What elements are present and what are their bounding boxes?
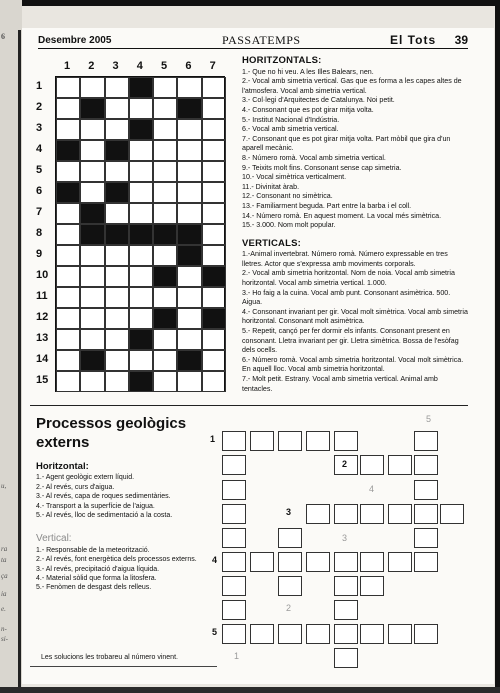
puzzle2-cell[interactable]: [250, 552, 274, 572]
puzzle2-across-number: 2: [342, 459, 348, 469]
crossword-cell[interactable]: [177, 203, 201, 224]
crossword-cell[interactable]: [105, 203, 129, 224]
crossword-cell[interactable]: [129, 266, 153, 287]
puzzle2-vertical-clue: 1.- Responsable de la meteorització.: [36, 546, 150, 554]
crossword-cell[interactable]: [153, 98, 177, 119]
crossword-cell[interactable]: [80, 140, 104, 161]
puzzle2-cell[interactable]: [360, 455, 384, 475]
crossword-cell[interactable]: [80, 287, 104, 308]
puzzle2-cell[interactable]: [250, 624, 274, 644]
previous-page-strip: [0, 0, 22, 693]
crossword-cell[interactable]: [80, 245, 104, 266]
margin-fragment: 6: [1, 32, 5, 41]
crossword-cell[interactable]: [177, 266, 201, 287]
horizontal-clue: 13.- Familiarment beguda. Part entre la barba i el coll.: [242, 201, 412, 210]
puzzle2-vertical-clue: 2.- Al revés, font energètica dels processos externs.: [36, 556, 197, 564]
row-number: 7: [36, 206, 43, 218]
crossword-cell[interactable]: [177, 182, 201, 203]
crossword-cell[interactable]: [56, 245, 80, 266]
column-number: 2: [88, 60, 95, 72]
row-number: 13: [36, 332, 49, 344]
crossword-cell[interactable]: [105, 329, 129, 350]
puzzle2-horizontal-clue: 1.- Agent geològic extern líquid.: [36, 474, 135, 482]
row-number: 5: [36, 164, 43, 176]
puzzle2-cell[interactable]: [388, 455, 412, 475]
margin-fragment: n-: [1, 625, 7, 633]
puzzle2-cell[interactable]: [222, 576, 246, 596]
crossword-cell[interactable]: [56, 119, 80, 140]
crossword-cell[interactable]: [153, 329, 177, 350]
puzzle2-cell[interactable]: [306, 431, 330, 451]
puzzle2-cell[interactable]: [414, 624, 438, 644]
crossword-black-cell: [105, 224, 129, 245]
puzzle2-cell[interactable]: [222, 600, 246, 620]
puzzle2-cell[interactable]: [334, 552, 358, 572]
puzzle2-cell[interactable]: [360, 624, 384, 644]
puzzle2-cell[interactable]: [222, 480, 246, 500]
crossword-cell[interactable]: [105, 77, 129, 98]
puzzle2-cell[interactable]: [278, 552, 302, 572]
puzzle2-cell[interactable]: [388, 552, 412, 572]
crossword-black-cell: [177, 245, 201, 266]
puzzle2-vertical-clue: 4.- Material sòlid que forma la litosfera.: [36, 575, 157, 583]
crossword-black-cell: [56, 182, 80, 203]
puzzle2-vertical-clue: 5.- Fenòmen de desgast dels relleus.: [36, 584, 152, 592]
crossword-cell[interactable]: [129, 287, 153, 308]
puzzle2-cell[interactable]: [222, 624, 246, 644]
crossword-cell[interactable]: [56, 161, 80, 182]
crossword-cell[interactable]: [129, 245, 153, 266]
section-title: PASSATEMPS: [222, 33, 301, 47]
puzzle2-horizontal-clue: 2.- Al revés, curs d'aigua.: [36, 483, 115, 491]
crossword-black-cell: [177, 224, 201, 245]
crossword-cell[interactable]: [56, 371, 80, 392]
crossword-cell[interactable]: [105, 308, 129, 329]
crossword-cell[interactable]: [129, 161, 153, 182]
crossword-black-cell: [177, 350, 201, 371]
crossword-cell[interactable]: [56, 329, 80, 350]
puzzle2-cell[interactable]: [414, 431, 438, 451]
puzzle2-cell[interactable]: [388, 504, 412, 524]
crossword-cell[interactable]: [80, 161, 104, 182]
crossword-cell[interactable]: [80, 77, 104, 98]
publication-name: El Tots: [390, 33, 437, 47]
puzzle2-cell[interactable]: [278, 431, 302, 451]
puzzle2-cell[interactable]: [278, 576, 302, 596]
crossword-cell[interactable]: [105, 350, 129, 371]
horizontal-clue: 10.- Vocal simètrica verticalment.: [242, 173, 347, 182]
scan-right-edge: [495, 0, 500, 693]
crossword-black-cell: [80, 203, 104, 224]
puzzle2-cell[interactable]: [306, 624, 330, 644]
row-number: 15: [36, 374, 49, 386]
puzzle2-across-number: 1: [210, 434, 216, 444]
puzzle2-vertical-list: [36, 546, 216, 593]
row-number: 4: [36, 143, 43, 155]
crossword-cell[interactable]: [129, 140, 153, 161]
row-number: 1: [36, 80, 43, 92]
horizontal-clue: 4.- Consonant que es pot girar mitja volta.: [242, 105, 374, 114]
horizontal-clue: 11.- Divinitat àrab.: [242, 182, 300, 191]
crossword-black-cell: [80, 350, 104, 371]
crossword-cell[interactable]: [177, 308, 201, 329]
crossword-cell[interactable]: [105, 287, 129, 308]
puzzle2-cell[interactable]: [414, 504, 438, 524]
puzzle2-cell[interactable]: [414, 528, 438, 548]
crossword-cell[interactable]: [56, 308, 80, 329]
crossword-cell[interactable]: [105, 371, 129, 392]
crossword-cell[interactable]: [129, 203, 153, 224]
crossword-cell[interactable]: [80, 308, 104, 329]
crossword-cell[interactable]: [80, 371, 104, 392]
puzzle2-cell[interactable]: [414, 552, 438, 572]
solutions-note: Les solucions les trobareu al número vinent.: [41, 654, 178, 661]
puzzle2-down-number: 1: [234, 651, 240, 661]
crossword-cell[interactable]: [56, 77, 80, 98]
horizontal-clue: 1.- Que no hi veu. A les Illes Balears, nen.: [242, 67, 374, 76]
puzzle2-across-number: 5: [212, 627, 218, 637]
puzzle2-cell[interactable]: [360, 504, 384, 524]
row-number: 10: [36, 269, 49, 281]
crossword-cell[interactable]: [153, 161, 177, 182]
row-number: 14: [36, 353, 49, 365]
vertical-clue: 2.- Vocal amb simetria horitzontal. Nom de noia. Vocal amb simetria horitzontal. Vocal amb simetria vertical. 1.000.: [242, 269, 455, 288]
vertical-clue: 6.- Número romà. Vocal amb simetria horitzontal. Vocal molt simètrica. En aquell lloc. Vocal amb simetria horitzontal.: [242, 355, 464, 374]
crossword-cell[interactable]: [153, 182, 177, 203]
row-number: 8: [36, 227, 43, 239]
crossword-cell[interactable]: [56, 287, 80, 308]
puzzle2-cell[interactable]: [278, 528, 302, 548]
crossword-cell[interactable]: [80, 119, 104, 140]
row-number: 11: [36, 290, 48, 302]
puzzle2-cell[interactable]: [222, 552, 246, 572]
margin-fragment: ta: [1, 556, 7, 564]
margin-fragment: si-: [1, 635, 8, 643]
column-number: 7: [209, 60, 216, 72]
column-number: 1: [63, 60, 71, 72]
horizontal-clue: 5.- Institut Nacional d'Indústria.: [242, 115, 340, 124]
margin-fragment: ça: [1, 572, 8, 580]
puzzle2-down-number: 4: [369, 484, 375, 494]
crossword-cell[interactable]: [56, 350, 80, 371]
puzzle2-cell[interactable]: [250, 431, 274, 451]
puzzle2-vertical-heading: Vertical:: [36, 533, 72, 545]
horizontal-clue: 7.- Consonant que es pot girar mitja volta. Part mòbil que gira d'un aparell mecànic.: [242, 134, 451, 153]
row-number: 9: [36, 248, 43, 260]
crossword-black-cell: [129, 224, 153, 245]
puzzle2-down-number: 3: [342, 533, 348, 543]
crossword-cell[interactable]: [177, 140, 201, 161]
puzzle2-horizontal-clue: 5.- Al revés, lloc de sedimentació a la costa.: [36, 512, 173, 520]
horizontal-clue: 2.- Vocal amb simetria vertical. Gas que es forma a les capes altes de l'atmosfera. Vocal amb simetria vertical.: [242, 77, 462, 95]
crossword-black-cell: [153, 224, 177, 245]
column-number: 3: [112, 60, 119, 72]
crossword-cell[interactable]: [80, 329, 104, 350]
horizontal-clue: 3.- Col·legi d'Arquitectes de Catalunya. Noi petit.: [242, 96, 395, 105]
column-number: 6: [185, 60, 192, 72]
puzzle2-cell[interactable]: [360, 552, 384, 572]
row-number: 2: [36, 101, 43, 113]
crossword-cell[interactable]: [153, 203, 177, 224]
crossword-cell[interactable]: [129, 308, 153, 329]
crossword-cell[interactable]: [105, 266, 129, 287]
crossword-cell[interactable]: [56, 266, 80, 287]
crossword-cell[interactable]: [105, 245, 129, 266]
crossword-cell[interactable]: [153, 119, 177, 140]
puzzle2-down-number: 2: [286, 603, 292, 613]
puzzle2-across-number: 4: [212, 555, 218, 565]
puzzle2-horizontal-heading: Horitzontal:: [36, 461, 89, 472]
puzzle2-cell[interactable]: [360, 576, 384, 596]
puzzle2-vertical-clue: 3.- Al revés, precipitació d'aigua líquida.: [36, 565, 160, 573]
crossword-black-cell: [129, 371, 153, 392]
puzzle2-cell[interactable]: [334, 624, 358, 644]
puzzle2-cell[interactable]: [222, 504, 246, 524]
puzzle2-horizontal-list: [36, 473, 216, 520]
crossword-cell[interactable]: [129, 350, 153, 371]
crossword-black-cell: [177, 98, 201, 119]
crossword-black-cell: [129, 77, 153, 98]
page-edge-shadow: [18, 30, 21, 693]
verticals-heading: VERTICALS:: [242, 237, 301, 249]
crossword-cell[interactable]: [105, 161, 129, 182]
crossword-cell[interactable]: [177, 287, 201, 308]
crossword-cell[interactable]: [153, 287, 177, 308]
puzzle2-title: Processos geològics externs: [36, 415, 187, 451]
puzzle2-horizontal-clue: 3.- Al revés, capa de roques sedimentàries.: [36, 493, 171, 501]
crossword-cell[interactable]: [177, 119, 201, 140]
vertical-clue: 1.-Animal invertebrat. Número romà. Número expressable en tres lletres. Actor que s'expressa amb moviments corporals.: [242, 250, 448, 268]
puzzle2-grid[interactable]: [210, 0, 472, 693]
puzzle2-cell[interactable]: [388, 624, 412, 644]
puzzle2-cell[interactable]: [334, 504, 358, 524]
puzzle2-cell[interactable]: [306, 552, 330, 572]
puzzle2-cell[interactable]: [222, 455, 246, 475]
crossword-cell[interactable]: [153, 371, 177, 392]
puzzle2-horizontal-clue: 4.- Transport a la superfície de l'aigua.: [36, 502, 155, 510]
row-number: 12: [36, 311, 49, 323]
crossword-cell[interactable]: [80, 182, 104, 203]
margin-fragment: e.: [1, 605, 6, 613]
crossword-black-cell: [80, 98, 104, 119]
vertical-clue: 5.- Repetit, cançó per fer dormir els infants. Consonant present en consonant. Lletra invariant per gir. Lletra simètrica. Bossa de l'esòfag dels ocells.: [242, 327, 459, 355]
puzzle2-cell[interactable]: [222, 528, 246, 548]
horizontal-clue: 14.- Número romà. En aquest moment. La vocal més simètrica.: [242, 211, 442, 220]
crossword-cell[interactable]: [153, 245, 177, 266]
column-number: 4: [136, 60, 143, 72]
crossword-cell[interactable]: [153, 140, 177, 161]
crossword-cell[interactable]: [56, 224, 80, 245]
puzzle2-cell[interactable]: [334, 648, 358, 668]
footer-rule: [30, 666, 217, 667]
crossword-black-cell: [129, 329, 153, 350]
vertical-clue: 7.- Molt petit. Estrany. Vocal amb simetria vertical. Animal amb tentacles.: [242, 375, 438, 393]
crossword-cell[interactable]: [177, 161, 201, 182]
crossword-black-cell: [105, 182, 129, 203]
row-number: 6: [36, 185, 43, 197]
puzzle2-cell[interactable]: [222, 431, 246, 451]
puzzle2-cell[interactable]: [334, 576, 358, 596]
puzzle2-cell[interactable]: [414, 480, 438, 500]
column-number: 5: [161, 60, 168, 72]
puzzle2-cell[interactable]: [334, 600, 358, 620]
crossword-black-cell: [80, 224, 104, 245]
horizontals-heading: HORITZONTALS:: [242, 55, 322, 66]
margin-fragment: ia: [1, 590, 7, 598]
crossword-cell[interactable]: [153, 350, 177, 371]
horizontal-clue: 9.- Teixits molt fins. Consonant sense cap simetria.: [242, 163, 402, 172]
row-number: 3: [36, 122, 43, 134]
crossword-cell[interactable]: [80, 266, 104, 287]
crossword-cell[interactable]: [177, 329, 201, 350]
puzzle2-down-number: 5: [426, 414, 432, 424]
horizontal-clue: 12.- Consonant no simètrica.: [242, 192, 333, 201]
margin-fragment: u,: [1, 482, 7, 490]
crossword-cell[interactable]: [56, 203, 80, 224]
crossword-black-cell: [129, 119, 153, 140]
margin-fragment: ra: [1, 545, 8, 553]
horizontal-clue: 8.- Número romà. Vocal amb simetria vertical.: [242, 153, 386, 162]
puzzle2-across-number: 3: [286, 507, 292, 517]
crossword-column-numbers: [55, 60, 223, 74]
puzzle2-cell[interactable]: [278, 624, 302, 644]
horizontal-clue: 6.- Vocal amb simetria vertical.: [242, 125, 339, 134]
crossword-cell[interactable]: [105, 119, 129, 140]
crossword-cell[interactable]: [129, 182, 153, 203]
issue-date: Desembre 2005: [38, 35, 112, 46]
crossword-cell[interactable]: [105, 98, 129, 119]
vertical-clue: 3.- Ho faig a la cuina. Vocal amb punt. Consonant asimètrica. 500. Aigua.: [242, 288, 451, 307]
crossword-black-cell: [105, 140, 129, 161]
vertical-clue: 4.- Consonant invariant per gir. Vocal molt simètrica. Vocal amb simetria horitzontal. Consonant molt asimètrica.: [242, 307, 468, 326]
crossword-cell[interactable]: [56, 98, 80, 119]
crossword-cell[interactable]: [177, 371, 201, 392]
puzzle2-cell[interactable]: [440, 504, 464, 524]
puzzle2-cell[interactable]: [306, 504, 330, 524]
crossword-black-cell: [153, 308, 177, 329]
crossword-black-cell: [153, 266, 177, 287]
horizontal-clue: 15.- 3.000. Nom molt popular.: [242, 221, 336, 230]
crossword-black-cell: [56, 140, 80, 161]
page-number: 39: [454, 33, 468, 47]
puzzle2-clues: [36, 462, 216, 593]
puzzle2-cell[interactable]: [414, 455, 438, 475]
crossword-cell[interactable]: [177, 77, 201, 98]
crossword-cell[interactable]: [129, 98, 153, 119]
crossword-grid[interactable]: [55, 76, 225, 392]
crossword-cell[interactable]: [153, 77, 177, 98]
puzzle2-cell[interactable]: [334, 431, 358, 451]
